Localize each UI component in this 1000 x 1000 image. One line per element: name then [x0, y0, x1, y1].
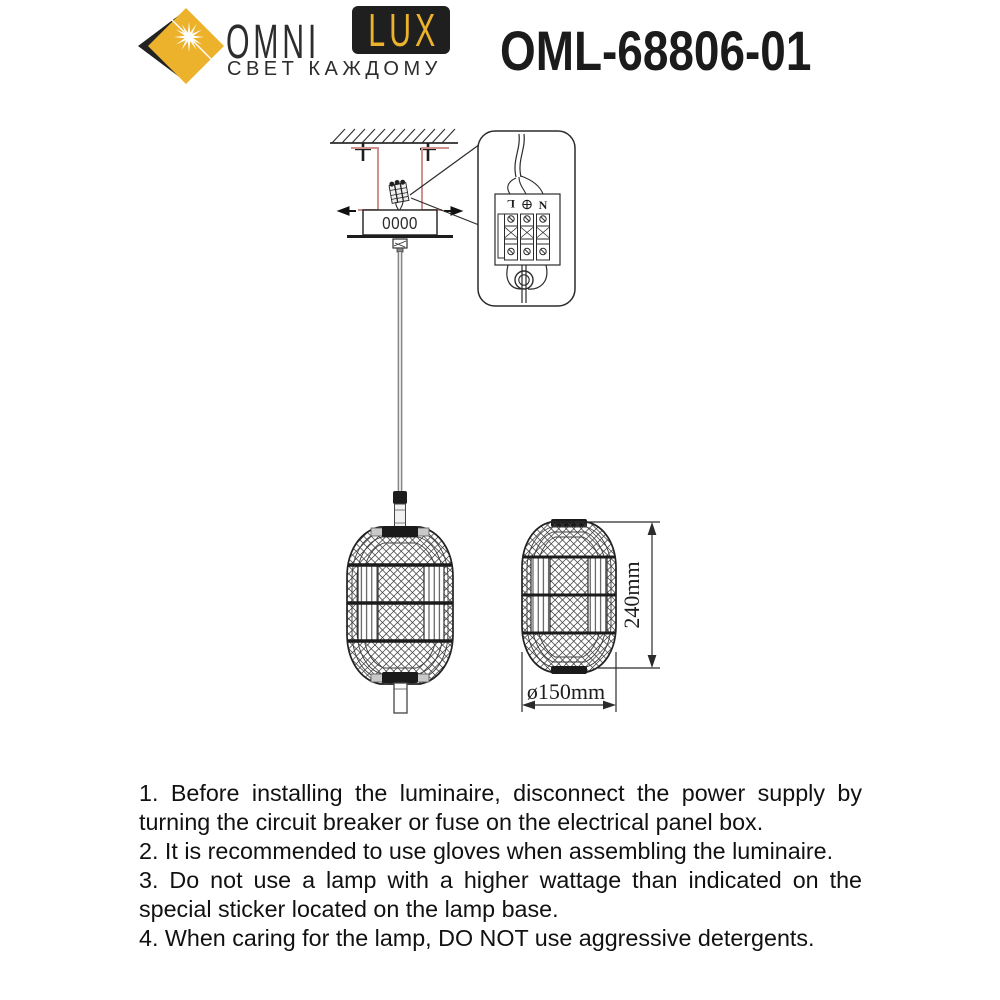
instruction-item-3: 3. Do not use a lamp with a higher wattage than indicated on the special sticker located on the lamp base. [139, 867, 862, 922]
canopy [347, 210, 453, 252]
model-number: OML-68806-01 [500, 19, 812, 82]
instruction-item-2: 2. It is recommended to use gloves when assembling the luminaire. [139, 838, 834, 864]
earth-terminal-icon [523, 200, 531, 208]
height-dimension-label: 240mm [619, 561, 644, 629]
terminal-cylinders [505, 214, 550, 260]
brand-name-primary: OMNI [226, 16, 321, 69]
mounting-screws [355, 143, 436, 161]
diameter-dimension-label: ø150mm [526, 679, 606, 704]
wiring-callout-bubble [478, 131, 575, 306]
lamp-front-view [347, 491, 453, 713]
instruction-item-4: 4. When caring for the lamp, DO NOT use aggressive detergents. [139, 925, 815, 951]
brand-tagline: СВЕТ КАЖДОМУ [227, 58, 442, 80]
ceiling [330, 129, 458, 143]
terminal-label-l: L [506, 197, 516, 211]
instruction-item-1: 1. Before installing the luminaire, disconnect the power supply by turning the circuit breaker or fuse on the electrical panel box. [139, 780, 862, 835]
brand-name-secondary: LUX [368, 4, 440, 56]
canopy-marking: 0000 [382, 212, 418, 234]
terminal-label-n: N [538, 198, 548, 212]
instructions-list [139, 779, 862, 953]
terminal-block-small [388, 179, 409, 203]
lamp-side-view [522, 519, 616, 674]
